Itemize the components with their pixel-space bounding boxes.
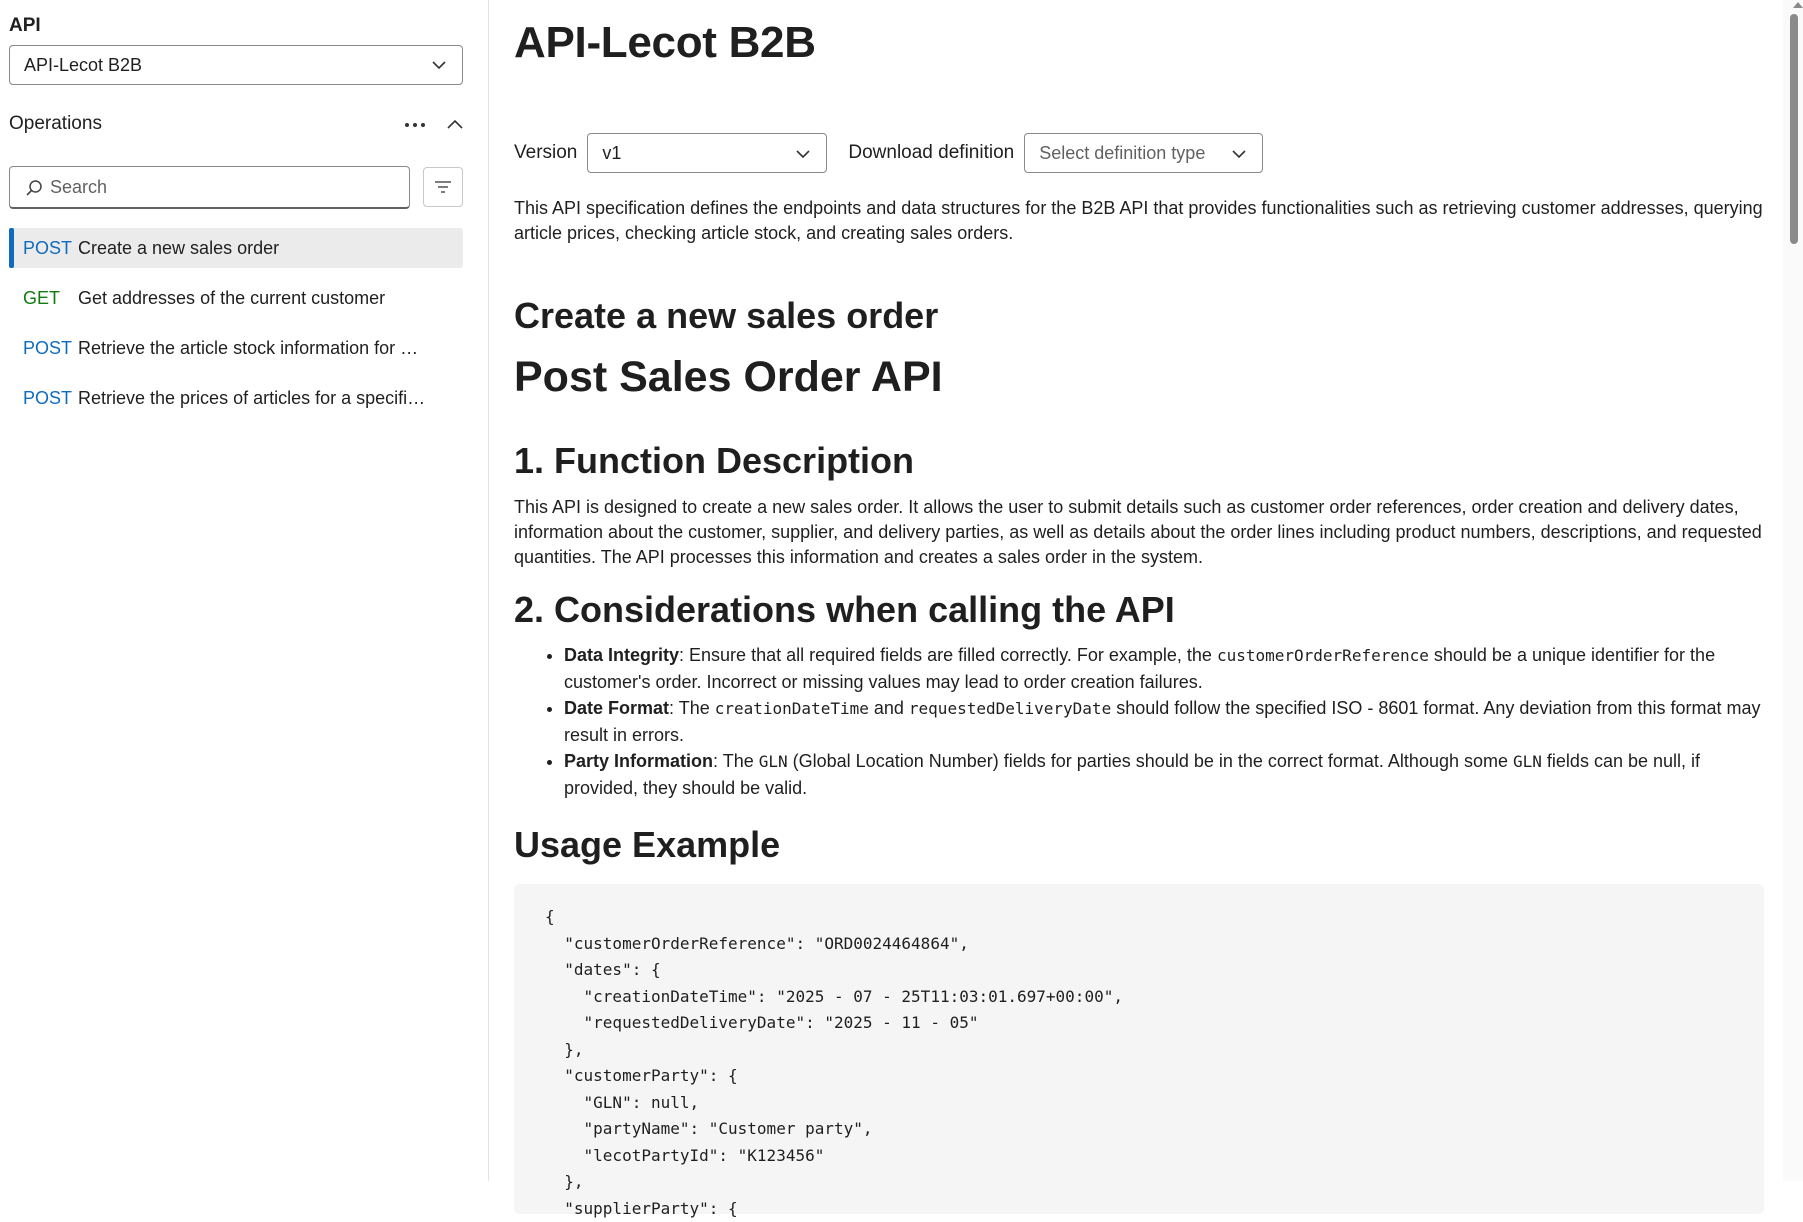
text: : Ensure that all required fields are filled correctly. For example, the bbox=[679, 645, 1217, 665]
list-item bbox=[564, 642, 1764, 695]
operation-title: Create a new sales order bbox=[514, 295, 939, 336]
method-badge: GET bbox=[23, 287, 61, 308]
operation-name: Retrieve the prices of articles for a specifi… bbox=[78, 387, 426, 408]
code-example-block: { "customerOrderReference": "ORD0024464864", "dates": { "creationDateTime": "2025 - 07 - 25T11:03:01.697+00:00", "requestedDeliveryDate": "2025 - 11 - 05" }, "customerParty": { "GLN": null, "partyName": "Customer party", "lecotPartyId": "K123456" }, "supplierParty": { bbox=[514, 884, 1764, 1214]
method-badge: POST bbox=[23, 237, 73, 258]
api-description: This API specification defines the endpoints and data structures for the B2B API that provides functionalities such as retrieving customer addresses, querying article prices, checking article stock, and creating sales orders. bbox=[514, 198, 1763, 243]
doc-title: Post Sales Order API bbox=[514, 353, 943, 401]
term: Data Integrity bbox=[564, 645, 680, 665]
section-function-title: 1. Function Description bbox=[514, 440, 915, 481]
scroll-up-arrow-icon[interactable] bbox=[1793, 2, 1803, 8]
term: Date Format bbox=[564, 698, 670, 718]
operation-item[interactable] bbox=[9, 228, 463, 268]
code-inline: requestedDeliveryDate bbox=[908, 699, 1112, 718]
filter-button[interactable] bbox=[423, 167, 463, 207]
more-horizontal-icon bbox=[405, 123, 409, 127]
page-title: API-Lecot B2B bbox=[514, 18, 816, 67]
text: : The bbox=[713, 751, 759, 771]
operation-item[interactable] bbox=[9, 378, 463, 418]
search-input[interactable] bbox=[50, 177, 409, 198]
filter-icon bbox=[433, 177, 453, 197]
section-function-text: This API is designed to create a new sales order. It allows the user to submit details such as customer order references, order creation and delivery dates, information about the customer, supplier, and delivery parties, as well as details about the order lines including product numbers, descriptions, and requested quantities. The API processes this information and creates a sales order in the system. bbox=[514, 497, 1762, 567]
version-label: Version bbox=[514, 142, 578, 163]
definition-placeholder: Select definition type bbox=[1039, 142, 1206, 163]
operations-label: Operations bbox=[9, 113, 102, 134]
considerations-list bbox=[514, 642, 1764, 801]
chevron-down-icon bbox=[794, 145, 812, 163]
text: (Global Location Number) fields for parties should be in the correct format. Although some bbox=[787, 751, 1514, 771]
code-inline: customerOrderReference bbox=[1216, 646, 1429, 665]
api-select-value: API-Lecot B2B bbox=[24, 54, 143, 75]
more-dot bbox=[421, 123, 425, 127]
term: Party Information bbox=[564, 751, 714, 771]
version-toolbar bbox=[514, 132, 1263, 174]
scrollbar-thumb[interactable] bbox=[1790, 14, 1798, 244]
chevron-up-icon[interactable] bbox=[444, 114, 466, 136]
code-inline: GLN bbox=[758, 752, 788, 771]
section-considerations-title: 2. Considerations when calling the API bbox=[514, 589, 1175, 630]
main-content bbox=[490, 0, 1783, 1218]
operation-item[interactable] bbox=[9, 278, 463, 318]
text: should follow the specified ISO - 8601 format. Any deviation from this format may result in errors. bbox=[564, 698, 1761, 745]
search-icon bbox=[24, 178, 44, 198]
list-item bbox=[564, 695, 1764, 748]
api-label: API bbox=[9, 15, 41, 36]
chevron-down-icon bbox=[430, 56, 448, 74]
chevron-down-icon bbox=[1230, 145, 1248, 163]
operation-name: Create a new sales order bbox=[78, 237, 280, 258]
code-inline: GLN bbox=[1513, 752, 1542, 771]
operations-list bbox=[9, 228, 463, 428]
version-select[interactable] bbox=[587, 133, 827, 173]
download-definition-label: Download definition bbox=[848, 142, 1015, 163]
method-badge: POST bbox=[23, 387, 73, 408]
more-dot bbox=[413, 123, 417, 127]
text: : The bbox=[669, 698, 715, 718]
code-inline: creationDateTime bbox=[714, 699, 869, 718]
documentation-body bbox=[514, 196, 1764, 1218]
definition-type-select[interactable] bbox=[1024, 133, 1263, 173]
more-options-button[interactable] bbox=[402, 112, 428, 138]
operation-name: Retrieve the article stock information for … bbox=[78, 337, 419, 358]
list-item bbox=[564, 748, 1764, 801]
operation-item[interactable] bbox=[9, 328, 463, 368]
usage-example-title: Usage Example bbox=[514, 824, 781, 865]
api-select[interactable] bbox=[9, 45, 463, 85]
search-box bbox=[9, 166, 410, 209]
operation-name: Get addresses of the current customer bbox=[78, 287, 386, 308]
version-value: v1 bbox=[602, 142, 622, 163]
sidebar bbox=[0, 0, 489, 1181]
text: and bbox=[868, 698, 909, 718]
text: should be a unique identifier for the customer's order. Incorrect or missing values may lead to order creation failures. bbox=[564, 645, 1716, 692]
method-badge: POST bbox=[23, 337, 73, 358]
text: fields can be null, if provided, they should be valid. bbox=[564, 751, 1701, 798]
